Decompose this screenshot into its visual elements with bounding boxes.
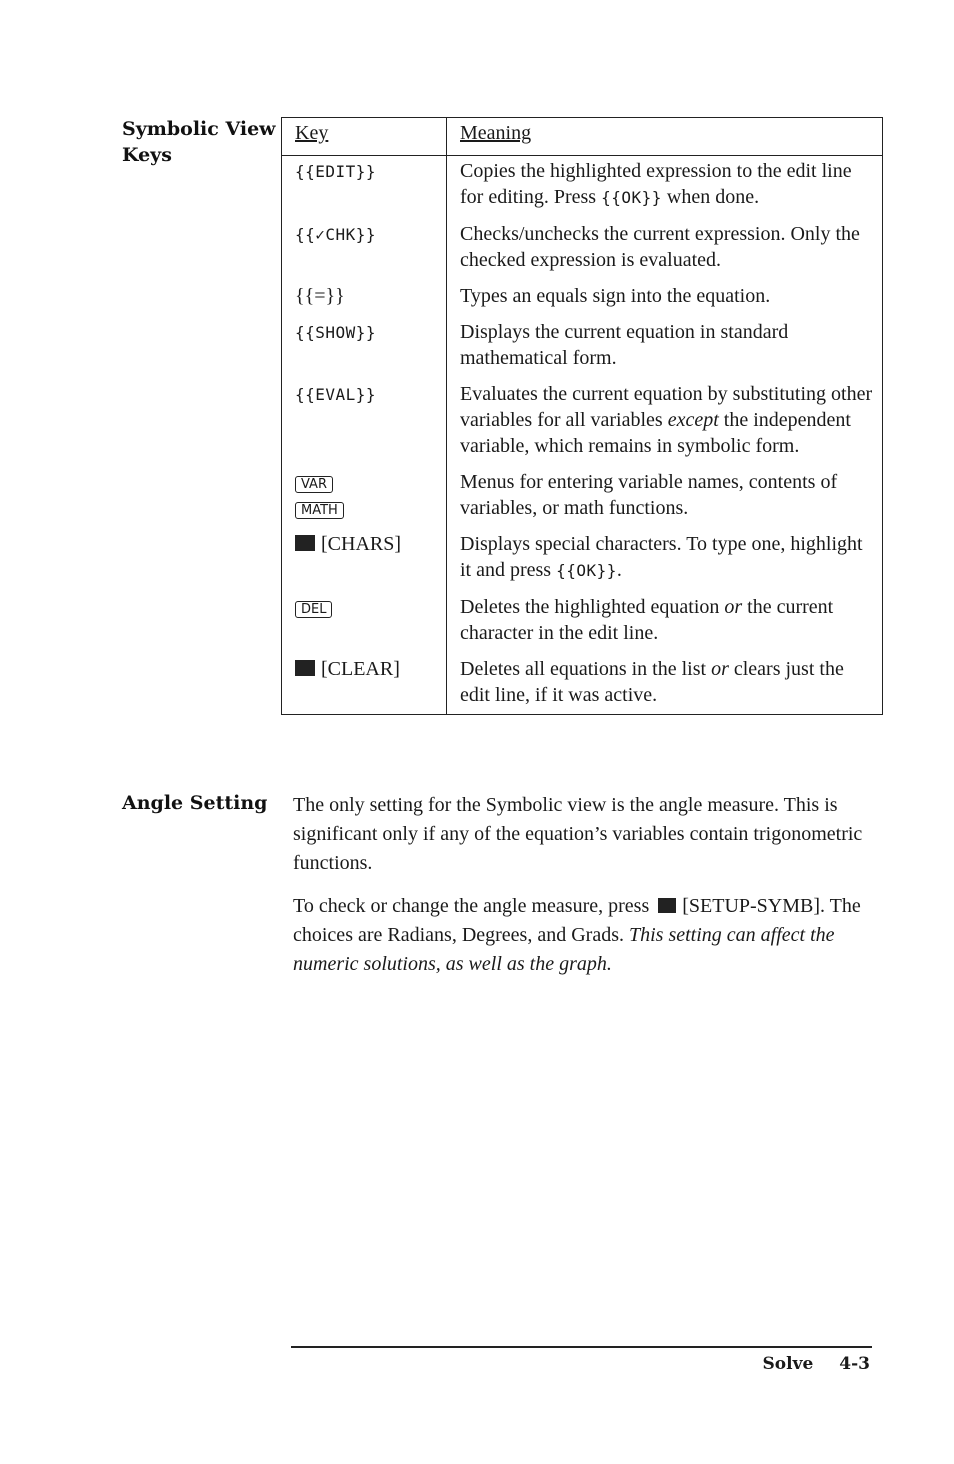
meaning-cell: Checks/unchecks the current expression. Only the checked expression is evaluated. <box>460 223 860 271</box>
shift-key-icon <box>658 898 676 913</box>
page-number: 4-3 <box>839 1354 870 1374</box>
table-row <box>282 656 883 715</box>
meaning-cell: Displays special characters. To type one, highlight it and press {{OK}}. <box>460 533 863 581</box>
key-cell: {{=}} <box>282 283 447 319</box>
math-key-icon: MATH <box>295 502 344 519</box>
var-key-icon: VAR <box>295 476 333 493</box>
del-key-icon: DEL <box>295 601 332 618</box>
heading-line-2: Keys <box>122 144 172 166</box>
shift-key-icon <box>295 660 315 676</box>
key-cell: [CHARS] <box>282 531 447 594</box>
meaning-cell: Types an equals sign into the equation. <box>460 285 771 307</box>
table-row <box>282 283 883 319</box>
angle-paragraph-2: To check or change the angle measure, press [SETUP-SYMB]. The choices are Radians, Degrees, and Grads. This setting can affect the numeric solutions, as well as the graph. <box>293 895 861 975</box>
key-cell: {{SHOW}} <box>282 319 447 381</box>
table-row <box>282 531 883 594</box>
table-row <box>282 156 883 222</box>
page-footer <box>763 1354 871 1374</box>
key-cell: {{EDIT}} <box>282 156 447 222</box>
meaning-cell: Displays the current equation in standard mathematical form. <box>460 321 789 369</box>
footer-section-name: Solve <box>762 1354 814 1374</box>
symbolic-keys-table <box>281 117 883 715</box>
table-row <box>282 319 883 381</box>
table-header-row <box>282 118 883 156</box>
section-heading-angle-setting: Angle Setting <box>122 792 268 814</box>
meaning-cell: Copies the highlighted expression to the edit line for editing. Press {{OK}} when done. <box>460 160 852 208</box>
key-cell <box>282 469 447 531</box>
header-key: Key <box>282 118 447 156</box>
meaning-cell: Evaluates the current equation by substituting other variables for all variables except the independent variable, which remains in symbolic form. <box>460 383 873 457</box>
heading-line-1: Symbolic View <box>122 118 276 140</box>
key-cell: [CLEAR] <box>282 656 447 715</box>
footer-rule <box>291 1346 872 1348</box>
key-cell <box>282 594 447 656</box>
table-row <box>282 221 883 283</box>
meaning-cell: Menus for entering variable names, contents of variables, or math functions. <box>460 471 838 519</box>
section-heading-symbolic-view-keys <box>122 116 282 168</box>
key-cell: {{EVAL}} <box>282 381 447 469</box>
meaning-cell: Deletes all equations in the list or clears just the edit line, if it was active. <box>460 658 844 706</box>
key-cell: {{✓CHK}} <box>282 221 447 283</box>
angle-paragraph-1: The only setting for the Symbolic view is the angle measure. This is significant only if any of the equation’s variables contain trigonometric functions. <box>293 794 863 874</box>
shift-key-icon <box>295 535 315 551</box>
meaning-cell: Deletes the highlighted equation or the current character in the edit line. <box>460 596 834 644</box>
table-row <box>282 594 883 656</box>
table-row <box>282 381 883 469</box>
table-row <box>282 469 883 531</box>
header-meaning: Meaning <box>447 118 883 156</box>
